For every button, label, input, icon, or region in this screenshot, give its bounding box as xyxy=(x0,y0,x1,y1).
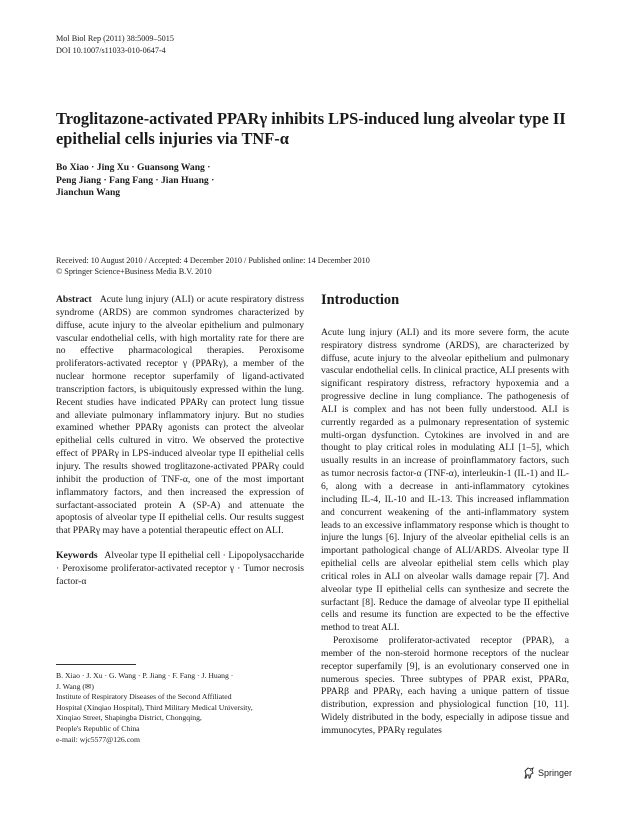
received-accepted-dates: Received: 10 August 2010 / Accepted: 4 December 2010 / Published online: 14 December 2010 xyxy=(56,256,370,265)
copyright: © Springer Science+Business Media B.V. 2010 xyxy=(56,267,212,276)
abstract-label: Abstract xyxy=(56,294,92,305)
article-title: Troglitazone-activated PPARγ inhibits LPS-induced lung alveolar type II epithelial cells injuries via TNF-α xyxy=(56,109,566,148)
right-column xyxy=(321,294,569,738)
keywords-text: Alveolar type II epithelial cell · Lipopolysaccharide · Peroxisome proliferator-activated receptor γ · Tumor necrosis factor-α xyxy=(56,550,304,587)
author-line: Bo Xiao · Jing Xu · Guansong Wang · xyxy=(56,162,211,173)
publication-history xyxy=(56,255,576,277)
section-heading-introduction: Introduction xyxy=(321,292,400,308)
journal-header xyxy=(56,33,316,56)
journal-citation: Mol Biol Rep (2011) 38:5009–5015 xyxy=(56,34,174,43)
author-affiliation xyxy=(56,671,306,745)
introduction-paragraph: Acute lung injury (ALI) and its more severe form, the acute respiratory distress syndrome (ARDS), are characterized by diffuse, acute injury to the alveolar epithelium and pulmonary vascular endothelial cells. In clinical practice, ALI presents with significant respiratory distress, refractory hypoxemia and a progressive decline in lung compliance. The pathogenesis of ALI is complex and has not been fully understood. ALI is currently regarded as a pulmonary representation of systemic multi-organ dysfunction. Cytokines are involved in and are thought to play critical roles in modulating ALI [1–5], which usually results in an increase of proinflammatory factors, such as tumor necrosis factor-α (TNF-α), interleukin-1 (IL-1) and IL-6, along with a decrease in anti-inflammatory cytokines including IL-4, IL-10 and IL-13. This increased inflammation and concurrent weakening of the anti-inflammatory system leads to an excessive inflammatory response which is thought to injure the lungs [6]. Injury of the alveolar epithelial cells is an important pathological change of ALI/ARDS. Alveolar type II epithelial cells are alveolar epithelial stem cells which play critical roles in ALI on alveolar walls damage repair [7]. And alveolar type II epithelial cells can synthesize and secrete the surfactant [8]. Reduce the damage of alveolar type II epithelial cells and resume its function are expected to be the effective method to treat ALI. xyxy=(321,326,569,634)
affiliation-line: People's Republic of China xyxy=(56,723,140,733)
affiliation-line: B. Xiao · J. Xu · G. Wang · P. Jiang · F. Fang · J. Huang · xyxy=(56,671,234,680)
affiliation-line: J. Wang (✉) xyxy=(56,681,94,691)
springer-horse-icon xyxy=(523,767,535,779)
author-line: Peng Jiang · Fang Fang · Jian Huang · xyxy=(56,174,215,186)
publisher-name: Springer xyxy=(538,768,573,778)
doi: DOI 10.1007/s11033-010-0647-4 xyxy=(56,45,166,55)
abstract xyxy=(56,294,304,538)
publisher-logo xyxy=(523,767,572,779)
affiliation-line: Institute of Respiratory Diseases of the Second Affiliated xyxy=(56,692,232,702)
affiliation-line: Hospital (Xinqiao Hospital), Third Military Medical University, xyxy=(56,702,253,712)
keywords-label: Keywords xyxy=(56,550,98,562)
author-list xyxy=(56,162,306,200)
author-line: Jianchun Wang xyxy=(56,187,121,199)
corresponding-email: e-mail: wjc5577@126.com xyxy=(56,734,140,744)
keywords xyxy=(56,550,304,589)
footnote-divider xyxy=(56,664,136,665)
abstract-text: Acute lung injury (ALI) or acute respiratory distress syndrome (ARDS) are common syndromes characterized by diffuse, acute injury to the alveolar epithelium and pulmonary vascular endothelial cells, with high mortality rate for there are no effective pharmacological therapies. Peroxisome proliferators-activated receptor γ (PPARγ), a member of the nuclear hormone receptor superfamily of ligand-activated transcription factors, is ubiquitously expressed within the lung. Recent studies have indicated PPARγ can protect lung tissue and alleviate pulmonary inflammatory injury. But no studies examined whether PPARγ agonists can protect the alveolar epithelial cells cultured in vitro. We observed the protective effect of PPARγ in LPS-induced alveolar type II epithelial cells injury. The results showed troglitazone-activated PPARγ could inhibit the production of TNF-α, one of the most important inflammatory factors, and then increased the expression of surfactant-associated protein A (SP-A) and attenuate the apoptosis of alveolar type II epithelial cells. Our results suggest that PPARγ may have a potential therapeutic effect on ALI. xyxy=(56,294,304,537)
affiliation-line: Xinqiao Street, Shapingba District, Chongqing, xyxy=(56,713,202,723)
introduction-paragraph: Peroxisome proliferator-activated receptor (PPAR), a member of the non-steroid hormone receptors of the nuclear receptor superfamily [9], is an evolutionary conserved one in numerous species. Three subtypes of PPAR exist, PPARα, PPARβ and PPARγ, each having a unique pattern of tissue distribution, expression and physiological function [10, 11]. Widely distributed in the body, especially in adipose tissue and immunocytes, PPARγ regulates xyxy=(321,635,569,736)
left-column xyxy=(56,294,304,589)
